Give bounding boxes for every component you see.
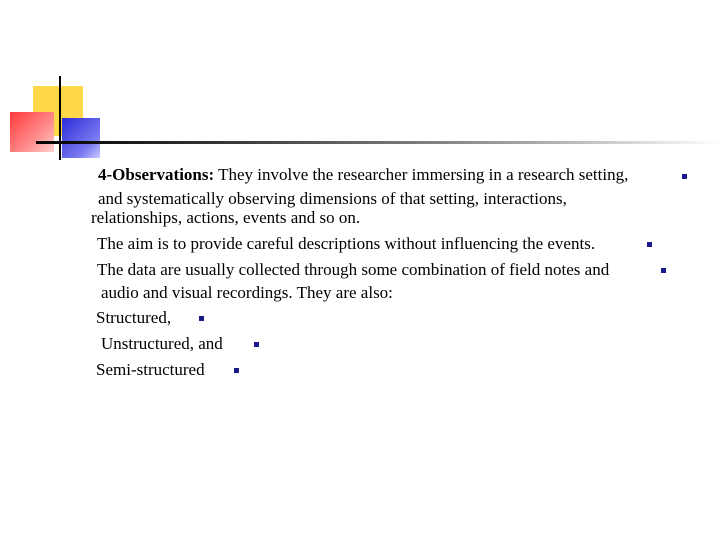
text-line-1-rest: They involve the researcher immersing in a research setting,: [214, 165, 629, 184]
text-line-2: and systematically observing dimensions of that setting, interactions,: [98, 189, 567, 208]
decor-horizontal-rule: [36, 141, 720, 144]
bullet-icon: [647, 242, 652, 247]
bullet-icon: [234, 368, 239, 373]
bullet-icon: [661, 268, 666, 273]
bullet-icon: [682, 174, 687, 179]
decor-vertical-line: [59, 76, 61, 160]
text-line-4: The aim is to provide careful descriptions without influencing the events.: [97, 234, 596, 253]
bullet-icon: [199, 316, 204, 321]
heading-bold: 4-Observations:: [98, 165, 215, 184]
text-line-8: Unstructured, and: [101, 334, 223, 353]
text-line-3: relationships, actions, events and so on.: [91, 208, 361, 227]
decor-blue-square: [62, 118, 100, 158]
text-line-7: Structured,: [96, 308, 172, 327]
text-line-1: [98, 165, 628, 185]
text-line-6: audio and visual recordings. They are also:: [101, 283, 393, 302]
text-line-9: Semi-structured: [96, 360, 205, 379]
decor-red-square: [10, 112, 54, 152]
bullet-icon: [254, 342, 259, 347]
text-line-5: The data are usually collected through some combination of field notes and: [97, 260, 610, 279]
